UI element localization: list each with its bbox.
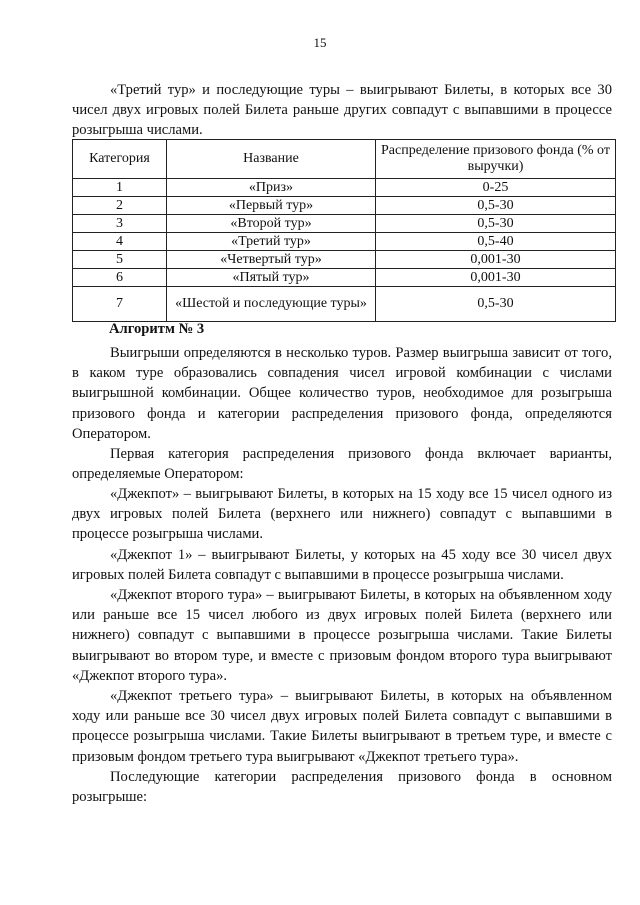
cell-category: 5: [73, 251, 167, 269]
cell-distribution: 0,5-30: [376, 197, 616, 215]
cell-name: «Первый тур»: [167, 197, 376, 215]
header-distribution: Распределение призового фонда (% от выручки): [376, 140, 616, 179]
cell-name: «Третий тур»: [167, 233, 376, 251]
cell-category: 2: [73, 197, 167, 215]
cell-category: 3: [73, 215, 167, 233]
cell-distribution: 0,001-30: [376, 269, 616, 287]
cell-name: «Второй тур»: [167, 215, 376, 233]
cell-name: «Шестой и последующие туры»: [167, 287, 376, 322]
header-category: Категория: [73, 140, 167, 179]
table-row: [73, 287, 616, 322]
cell-category: 1: [73, 179, 167, 197]
cell-distribution: 0,5-40: [376, 233, 616, 251]
cell-name: «Приз»: [167, 179, 376, 197]
table-header-row: [73, 140, 616, 179]
cell-category: 6: [73, 269, 167, 287]
body-paragraph: Последующие категории распределения призового фонда в основном розыгрыше:: [72, 769, 612, 806]
body-paragraph: «Джекпот второго тура» – выигрывают Билеты, в которых на объявленном ходу или раньше все 15 чисел любого из двух игровых полей Билета (верхнего или нижнего) совпадут с выпавшими в процессе розыгрыша числами. Такие Билеты выигрывают во втором туре, и вместе с призовым фондом второго тура выигрывают «Джекпот второго тура».: [72, 587, 612, 684]
body-paragraph: Первая категория распределения призового фонда включает варианты, определяемые Оператором:: [72, 446, 612, 483]
intro-paragraph: «Третий тур» и последующие туры – выигрывают Билеты, в которых все 30 чисел двух игровых полей Билета раньше других совпадут с выпавшими в процессе розыгрыша числами.: [72, 82, 612, 139]
table-row: [73, 215, 616, 233]
cell-name: «Пятый тур»: [167, 269, 376, 287]
prize-distribution-table: [72, 139, 616, 322]
table-row: [73, 197, 616, 215]
body-paragraph: «Джекпот третьего тура» – выигрывают Билеты, в которых на объявленном ходу или раньше все 30 чисел двух игровых полей Билета совпадут с выпавшими в процессе розыгрыша числами. Такие Билеты выигрывают в третьем туре, и вместе с призовым фондом третьего тура выигрывают «Джекпот третьего тура».: [72, 688, 612, 765]
body-paragraph: «Джекпот 1» – выигрывают Билеты, у которых на 45 ходу все 30 чисел двух игровых полей Билета совпадут с выпавшими в процессе розыгрыша числами.: [72, 547, 612, 584]
table-row: [73, 251, 616, 269]
page-number: 15: [313, 35, 327, 50]
header-name: Название: [167, 140, 376, 179]
table-row: [73, 269, 616, 287]
body-paragraph: Выигрыши определяются в несколько туров. Размер выигрыша зависит от того, в каком туре образовались совпадения чисел игровой комбинации с числами выигрышной комбинации. Общее количество туров, необходимое для розыгрыша призового фонда и категории распределения призового фонда, определяются Оператором.: [72, 345, 612, 442]
cell-category: 4: [73, 233, 167, 251]
cell-distribution: 0,5-30: [376, 215, 616, 233]
cell-name: «Четвертый тур»: [167, 251, 376, 269]
table-row: [73, 233, 616, 251]
body-paragraph: «Джекпот» – выигрывают Билеты, в которых на 15 ходу все 15 чисел одного из двух игровых полей Билета (верхнего или нижнего) совпадут с выпавшими в процессе розыгрыша числами.: [72, 486, 612, 543]
cell-distribution: 0-25: [376, 179, 616, 197]
cell-distribution: 0,5-30: [376, 287, 616, 322]
table-row: [73, 179, 616, 197]
cell-category: 7: [73, 287, 167, 322]
cell-distribution: 0,001-30: [376, 251, 616, 269]
algorithm-heading: Алгоритм № 3: [109, 321, 205, 337]
